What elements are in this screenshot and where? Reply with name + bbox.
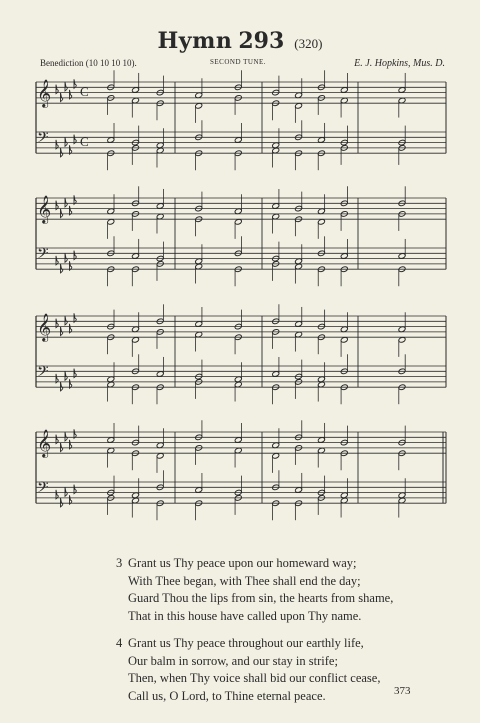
flat-sign — [56, 374, 58, 383]
composer: E. J. Hopkins, Mus. D. — [354, 58, 445, 69]
flat-sign — [65, 82, 67, 91]
bass-clef-icon: 𝄢 — [37, 363, 49, 384]
flat-sign — [65, 316, 67, 325]
tune-name: Benediction (10 10 10 10). — [40, 58, 137, 68]
flat-sign — [70, 440, 72, 449]
flat-sign — [74, 195, 76, 204]
verse-number: 3 — [116, 556, 123, 570]
flat-sign — [65, 198, 67, 207]
flat-sign — [56, 319, 58, 328]
tune-label: SECOND TUNE. — [210, 58, 267, 66]
flat-sign — [70, 495, 72, 504]
hymn-number: 293 — [238, 28, 285, 54]
flat-sign — [65, 487, 67, 496]
flat-sign — [70, 90, 72, 99]
verse-line: Grant us Thy peace upon our homeward way; — [128, 556, 357, 570]
bass-clef-icon: 𝄢 — [37, 479, 49, 500]
flat-sign — [65, 432, 67, 441]
flat-sign — [56, 201, 58, 210]
flat-sign — [61, 264, 63, 273]
treble-clef-icon: 𝄞 — [37, 429, 52, 457]
flat-sign — [61, 327, 63, 336]
flat-sign — [61, 382, 63, 391]
flat-sign — [61, 93, 63, 102]
flat-sign — [61, 148, 63, 157]
hymn-word: Hymn — [157, 28, 233, 54]
bass-clef-icon: 𝄢 — [37, 129, 49, 150]
treble-clef-icon: 𝄞 — [37, 195, 52, 223]
common-time-icon: C — [80, 84, 89, 99]
flat-sign — [70, 145, 72, 154]
flat-sign — [70, 261, 72, 270]
verses — [116, 555, 393, 715]
flat-sign — [74, 369, 76, 378]
flat-sign — [65, 371, 67, 380]
page-number: 373 — [394, 685, 411, 697]
verse-line: Grant us Thy peace throughout our earthly life, — [128, 636, 364, 650]
flat-sign — [74, 79, 76, 88]
flat-sign — [74, 485, 76, 494]
flat-sign — [56, 256, 58, 265]
flat-sign — [74, 251, 76, 260]
flat-sign — [70, 206, 72, 215]
verse-number: 4 — [116, 636, 123, 650]
treble-clef-icon: 𝄞 — [37, 313, 52, 341]
flat-sign — [56, 435, 58, 444]
treble-clef-icon: 𝄞 — [37, 79, 52, 107]
verse-line: Call us, O Lord, to Thine eternal peace. — [128, 688, 326, 703]
bass-clef-icon: 𝄢 — [37, 245, 49, 266]
verse-line: Our balm in sorrow, and our stay in strife; — [128, 653, 338, 668]
flat-sign — [61, 209, 63, 218]
flat-sign — [61, 498, 63, 507]
flat-sign — [74, 135, 76, 144]
flat-sign — [65, 137, 67, 146]
flat-sign — [70, 324, 72, 333]
verse-line: Guard Thou the lips from sin, the hearts from shame, — [128, 591, 394, 605]
original-number: (320) — [294, 36, 323, 51]
flat-sign — [74, 429, 76, 438]
flat-sign — [70, 379, 72, 388]
verse-3 — [116, 555, 393, 625]
verse-4 — [116, 635, 393, 705]
flat-sign — [61, 443, 63, 452]
verse-line: That in this house have called upon Thy name. — [128, 608, 362, 623]
flat-sign — [65, 253, 67, 262]
flat-sign — [56, 490, 58, 499]
flat-sign — [74, 313, 76, 322]
common-time-icon: C — [80, 134, 89, 149]
verse-line: Then, when Thy voice shall bid our conflict cease, — [128, 671, 381, 685]
flat-sign — [56, 140, 58, 149]
flat-sign — [56, 85, 58, 94]
verse-line: With Thee began, with Thee shall end the day; — [128, 573, 361, 588]
